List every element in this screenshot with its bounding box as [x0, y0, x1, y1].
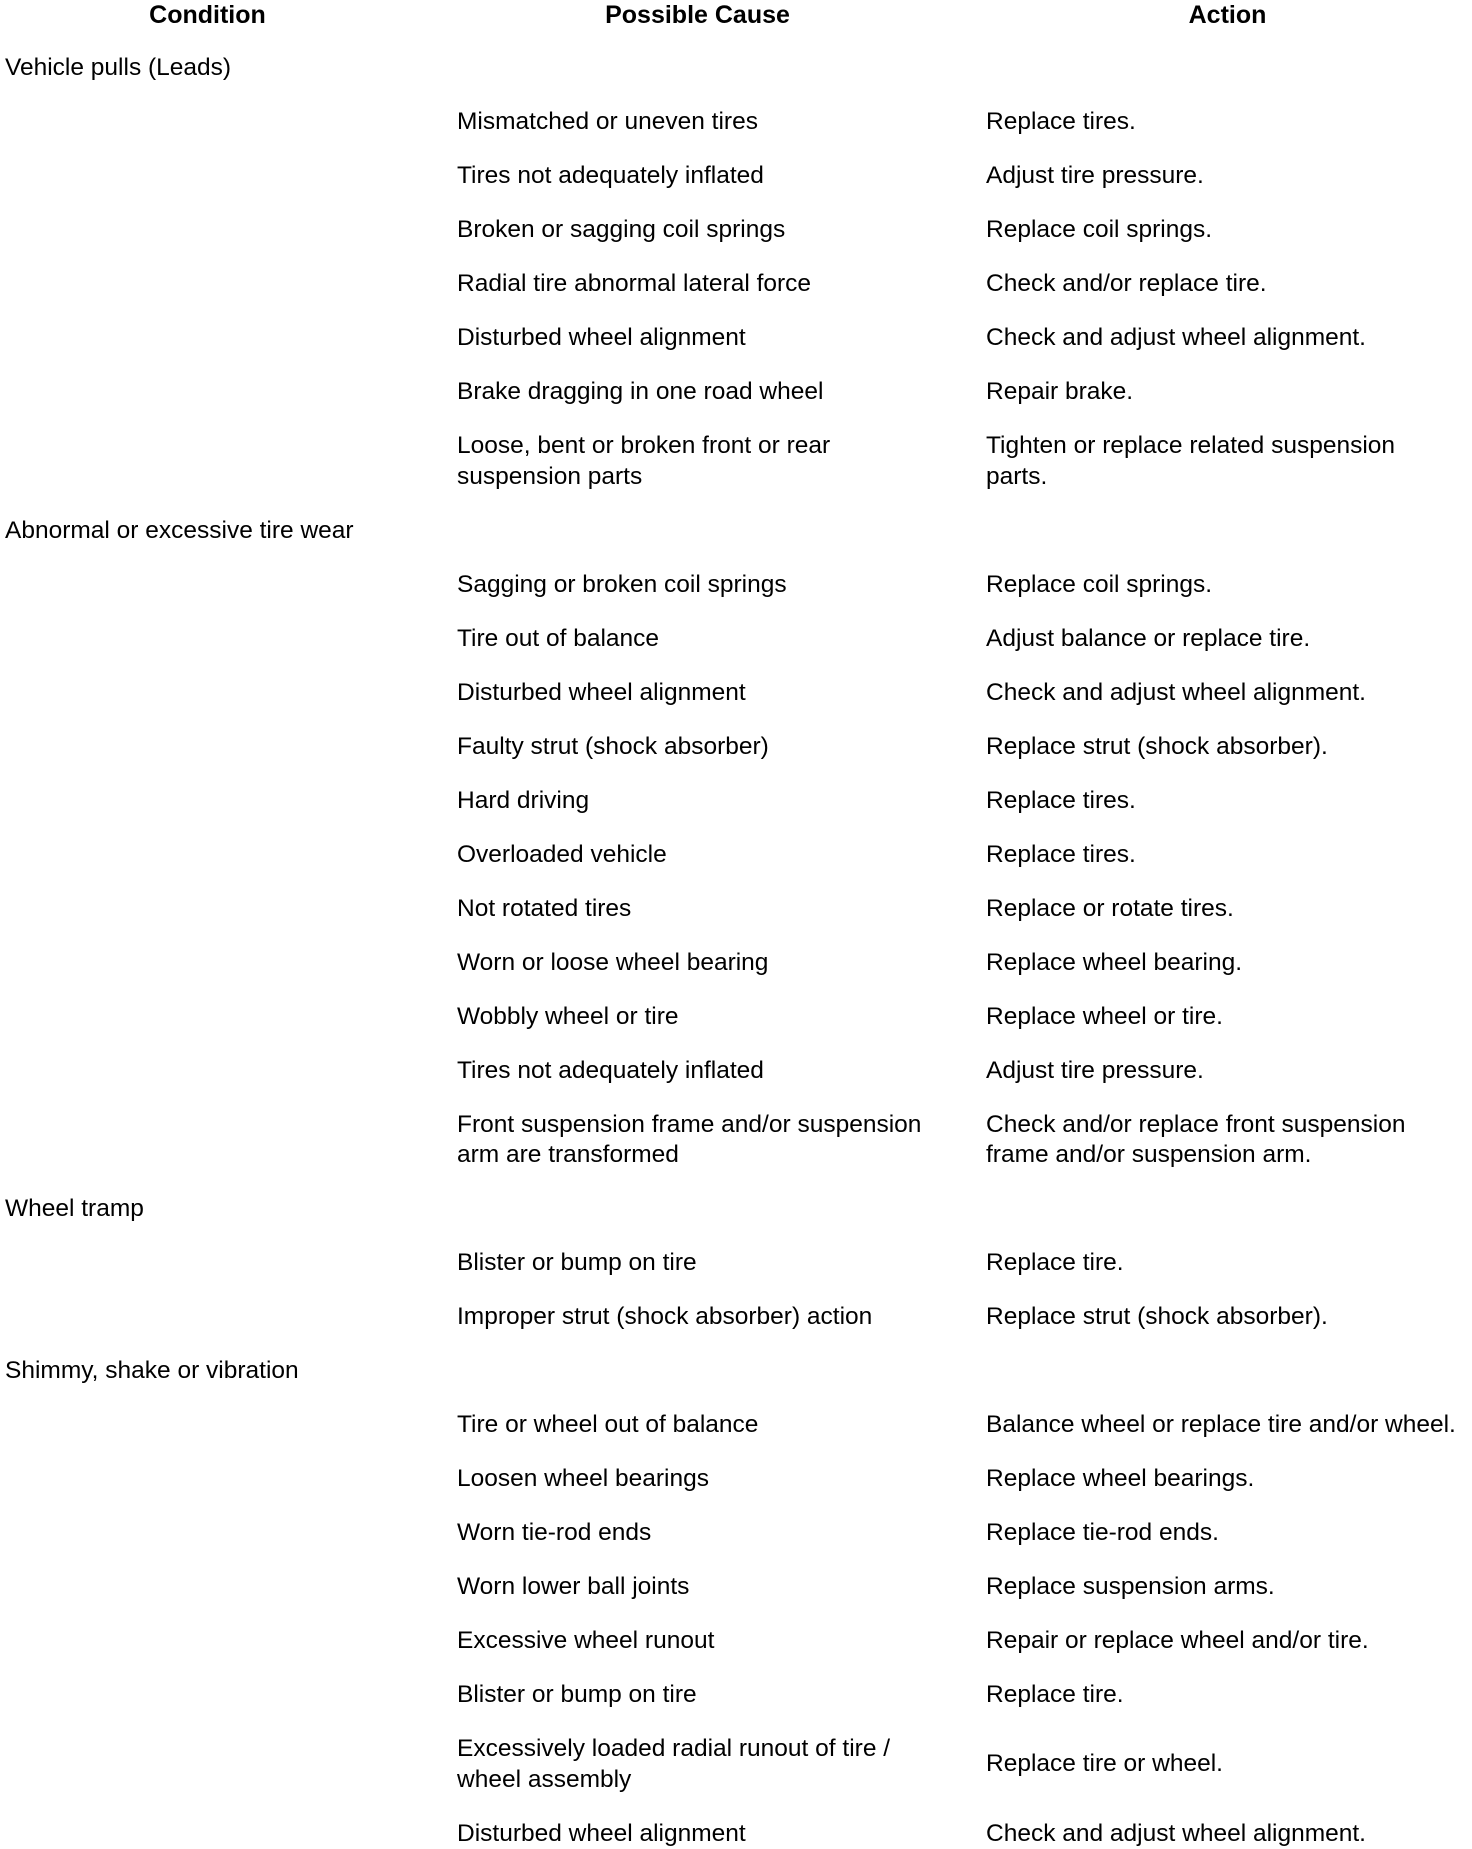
- possible-cause-cell: Faulty strut (shock absorber): [457, 732, 769, 763]
- possible-cause-cell: Worn lower ball joints: [457, 1572, 689, 1603]
- possible-cause-cell: Blister or bump on tire: [457, 1680, 697, 1711]
- action-cell: Replace wheel bearing.: [986, 948, 1242, 979]
- action-cell: Replace tire or wheel.: [986, 1749, 1223, 1780]
- possible-cause-cell: Loosen wheel bearings: [457, 1464, 709, 1495]
- action-cell-line: frame and/or suspension arm.: [986, 1140, 1405, 1171]
- column-header-condition: Condition: [90, 0, 325, 30]
- action-cell: Replace wheel bearings.: [986, 1464, 1254, 1495]
- possible-cause-cell: [457, 1734, 890, 1795]
- condition-label: Wheel tramp: [5, 1194, 144, 1225]
- action-cell: Adjust tire pressure.: [986, 1056, 1204, 1087]
- action-cell: [986, 1110, 1405, 1171]
- action-cell: Replace coil springs.: [986, 215, 1212, 246]
- possible-cause-cell: Disturbed wheel alignment: [457, 678, 746, 709]
- column-header-possible-cause: Possible Cause: [575, 0, 820, 30]
- action-cell: Replace suspension arms.: [986, 1572, 1275, 1603]
- action-cell: Balance wheel or replace tire and/or wheel.: [986, 1410, 1456, 1441]
- possible-cause-cell: Radial tire abnormal lateral force: [457, 269, 811, 300]
- possible-cause-cell-line: suspension parts: [457, 462, 830, 493]
- possible-cause-cell: Improper strut (shock absorber) action: [457, 1302, 872, 1333]
- action-cell: Check and adjust wheel alignment.: [986, 1819, 1366, 1849]
- possible-cause-cell: Tires not adequately inflated: [457, 1056, 764, 1087]
- possible-cause-cell: Tire out of balance: [457, 624, 659, 655]
- action-cell: Replace strut (shock absorber).: [986, 732, 1328, 763]
- action-cell-line: Check and/or replace front suspension: [986, 1110, 1405, 1141]
- action-cell: Replace tires.: [986, 840, 1136, 871]
- action-cell: Replace tire.: [986, 1680, 1124, 1711]
- possible-cause-cell: Sagging or broken coil springs: [457, 570, 787, 601]
- possible-cause-cell: Wobbly wheel or tire: [457, 1002, 679, 1033]
- column-header-action: Action: [1155, 0, 1300, 30]
- possible-cause-cell: Worn or loose wheel bearing: [457, 948, 768, 979]
- action-cell: Replace or rotate tires.: [986, 894, 1234, 925]
- action-cell: Repair or replace wheel and/or tire.: [986, 1626, 1369, 1657]
- action-cell: Adjust tire pressure.: [986, 161, 1204, 192]
- action-cell: Replace tire.: [986, 1248, 1124, 1279]
- possible-cause-cell: Hard driving: [457, 786, 589, 817]
- possible-cause-cell-line: Loose, bent or broken front or rear: [457, 431, 830, 462]
- possible-cause-cell: Tire or wheel out of balance: [457, 1410, 758, 1441]
- action-cell: Check and adjust wheel alignment.: [986, 678, 1366, 709]
- action-cell: Check and/or replace tire.: [986, 269, 1267, 300]
- possible-cause-cell: Mismatched or uneven tires: [457, 107, 758, 138]
- action-cell-line: parts.: [986, 462, 1395, 493]
- action-cell: Replace tires.: [986, 107, 1136, 138]
- action-cell: Replace tires.: [986, 786, 1136, 817]
- possible-cause-cell-line: Front suspension frame and/or suspension: [457, 1110, 921, 1141]
- possible-cause-cell: Tires not adequately inflated: [457, 161, 764, 192]
- possible-cause-cell: [457, 431, 830, 492]
- action-cell: Replace tie-rod ends.: [986, 1518, 1219, 1549]
- possible-cause-cell: Disturbed wheel alignment: [457, 323, 746, 354]
- possible-cause-cell-line: Excessively loaded radial runout of tire /: [457, 1734, 890, 1765]
- action-cell: [986, 431, 1395, 492]
- possible-cause-cell-line: wheel assembly: [457, 1765, 890, 1796]
- condition-label: Shimmy, shake or vibration: [5, 1356, 299, 1387]
- action-cell: Adjust balance or replace tire.: [986, 624, 1310, 655]
- possible-cause-cell-line: arm are transformed: [457, 1140, 921, 1171]
- action-cell: Repair brake.: [986, 377, 1133, 408]
- possible-cause-cell: Broken or sagging coil springs: [457, 215, 785, 246]
- possible-cause-cell: Overloaded vehicle: [457, 840, 667, 871]
- possible-cause-cell: Blister or bump on tire: [457, 1248, 697, 1279]
- action-cell: Replace wheel or tire.: [986, 1002, 1223, 1033]
- action-cell-line: Tighten or replace related suspension: [986, 431, 1395, 462]
- action-cell: Replace strut (shock absorber).: [986, 1302, 1328, 1333]
- action-cell: Check and adjust wheel alignment.: [986, 323, 1366, 354]
- possible-cause-cell: Worn tie-rod ends: [457, 1518, 651, 1549]
- possible-cause-cell: Excessive wheel runout: [457, 1626, 714, 1657]
- action-cell: Replace coil springs.: [986, 570, 1212, 601]
- possible-cause-cell: Brake dragging in one road wheel: [457, 377, 823, 408]
- possible-cause-cell: [457, 1110, 921, 1171]
- condition-label: Vehicle pulls (Leads): [5, 53, 231, 84]
- condition-label: Abnormal or excessive tire wear: [5, 516, 354, 547]
- possible-cause-cell: Disturbed wheel alignment: [457, 1819, 746, 1849]
- possible-cause-cell: Not rotated tires: [457, 894, 631, 925]
